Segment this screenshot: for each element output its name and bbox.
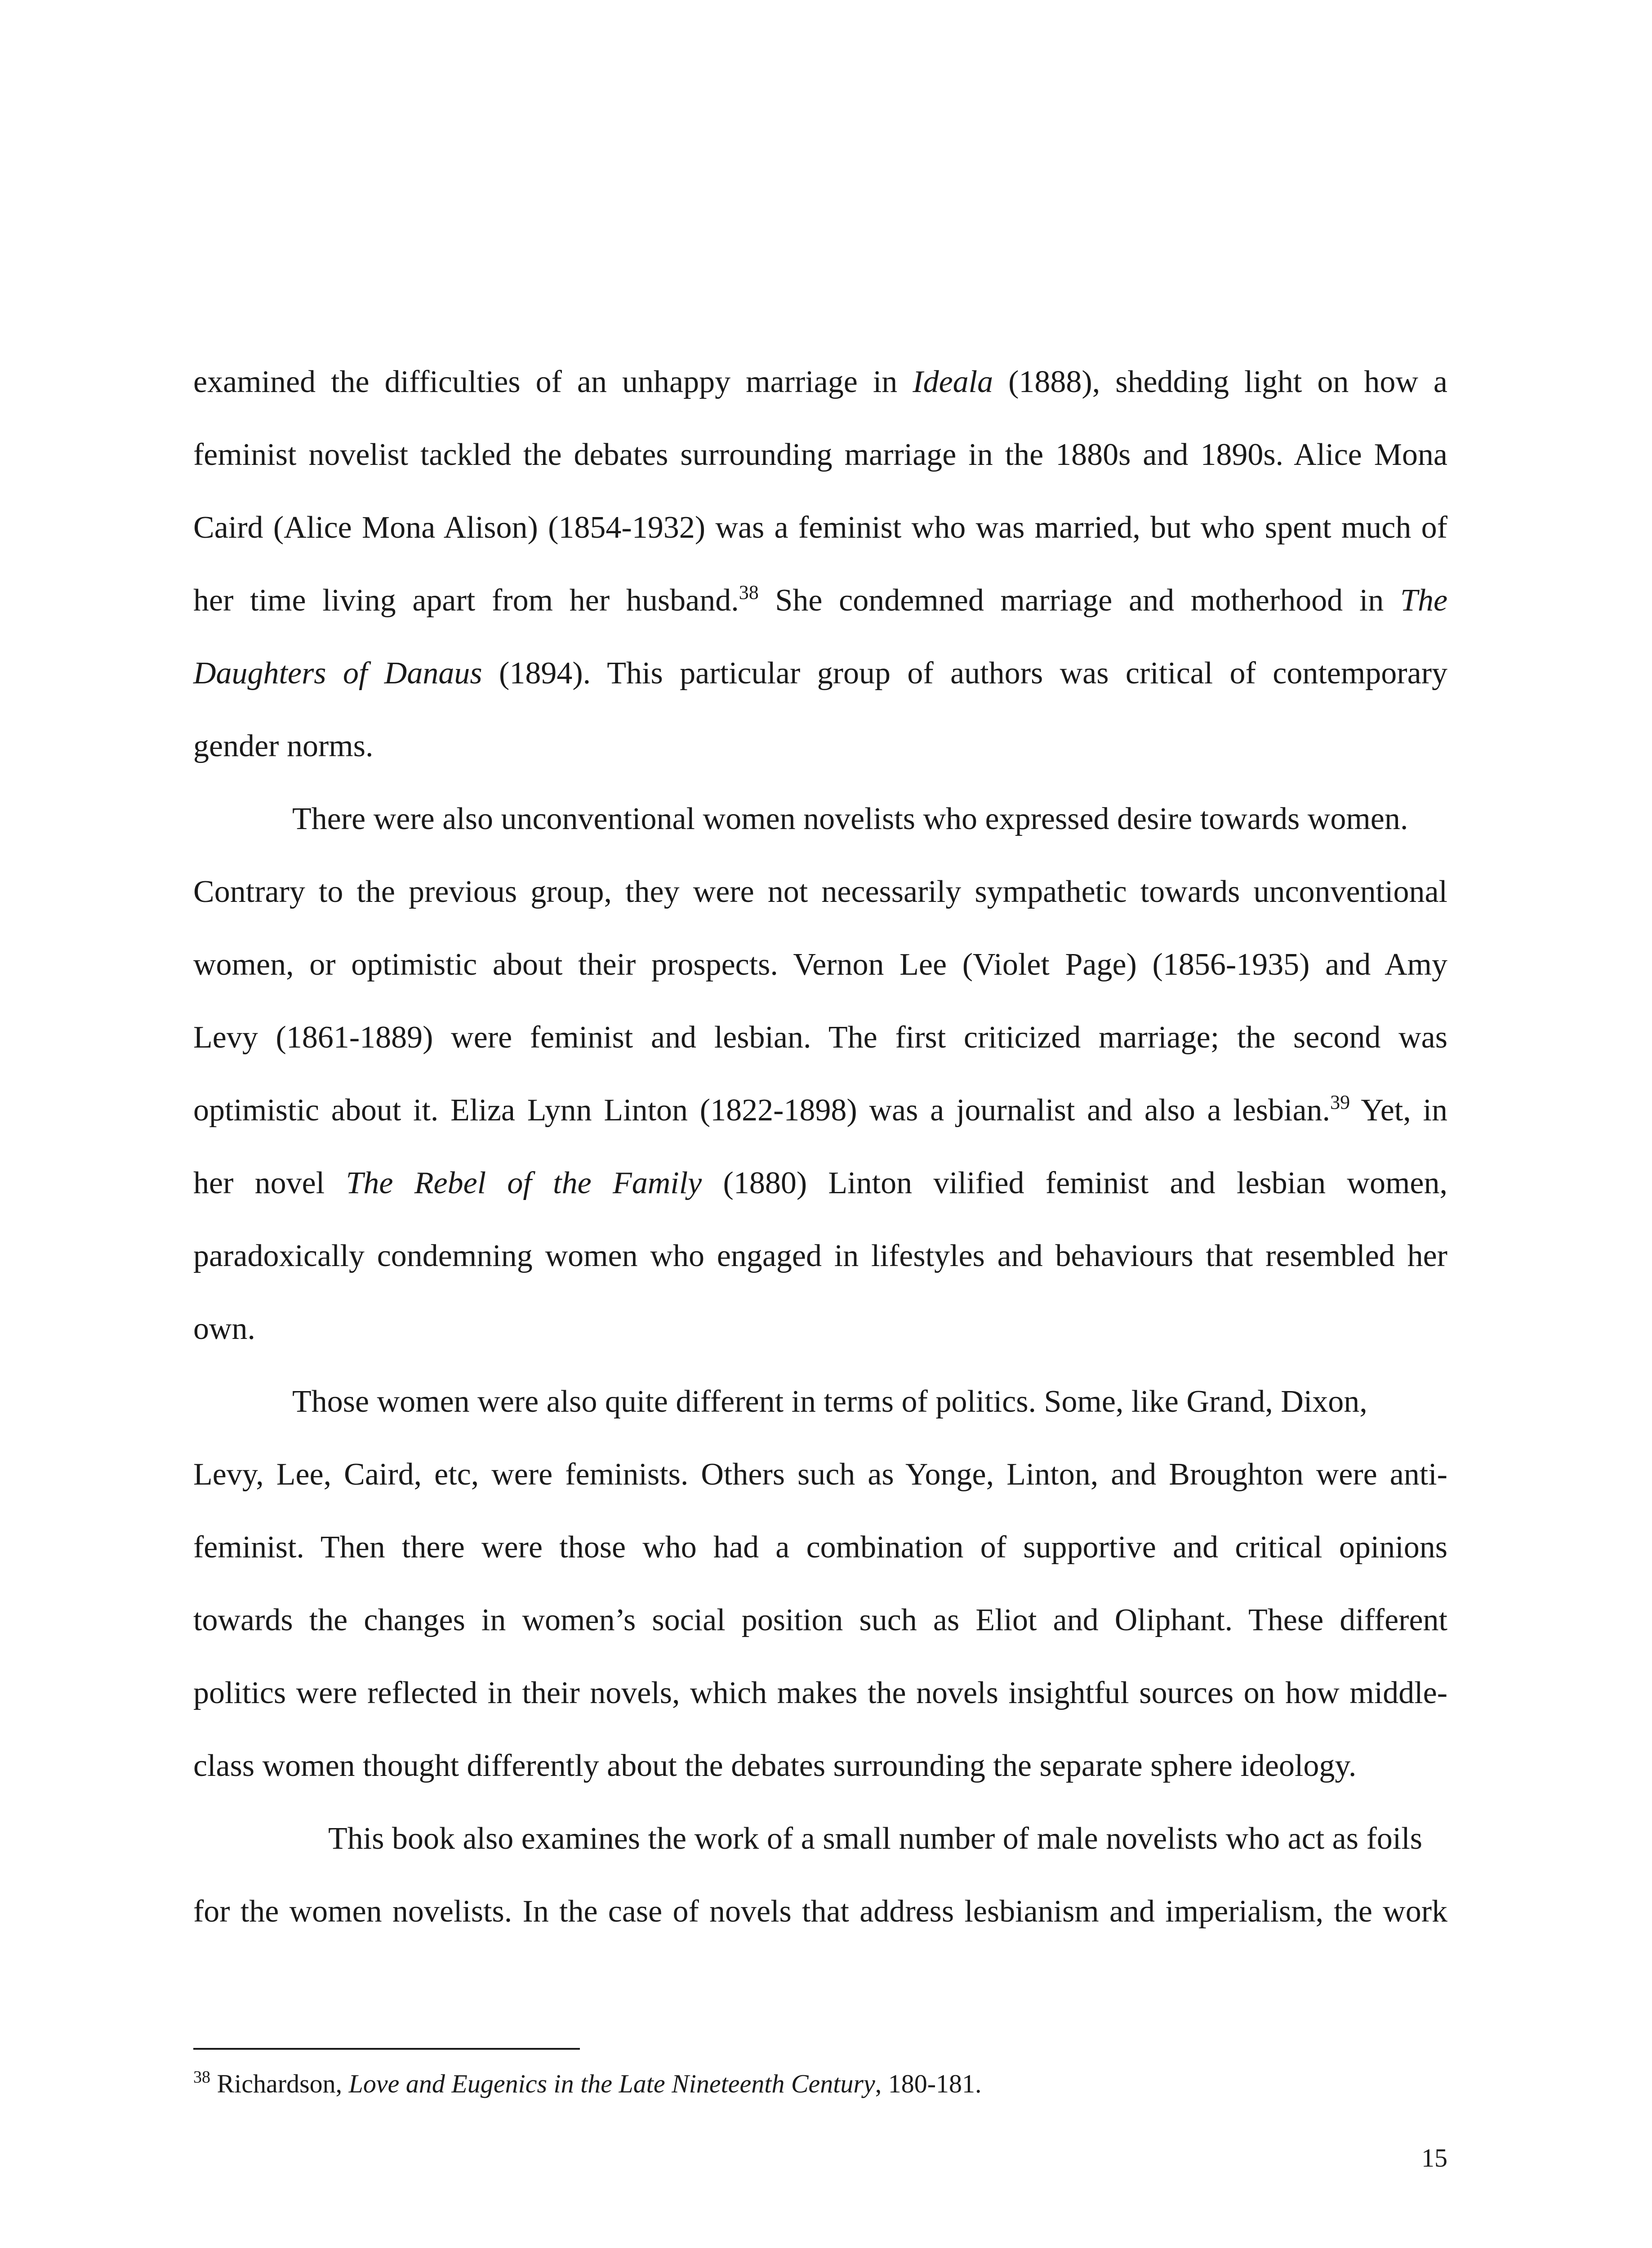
text-line: paradoxically condemning women who engaged in lifestyles and behaviours that resembled her bbox=[193, 1239, 1447, 1273]
text-line: for the women novelists. In the case of novels that address lesbianism and imperialism, the work bbox=[193, 1894, 1447, 1929]
text-line bbox=[193, 578, 1447, 651]
text-line: Caird (Alice Mona Alison) (1854-1932) was a feminist who was married, but who spent much of bbox=[193, 510, 1447, 545]
text-line: Levy, Lee, Caird, etc, were feminists. Others such as Yonge, Linton, and Broughton were anti- bbox=[193, 1457, 1447, 1492]
text-line: gender norms. bbox=[193, 729, 374, 763]
footnote-text: , 180-181. bbox=[875, 2069, 982, 2098]
footnote-reference[interactable]: 38 bbox=[739, 581, 759, 603]
text-run: (1894). This particular group of authors was critical of contemporary bbox=[482, 656, 1447, 691]
text-run: her time living apart from her husband. bbox=[193, 583, 739, 618]
text-run: (1880) Linton vilified feminist and lesbian women, bbox=[702, 1166, 1447, 1200]
text-line: own. bbox=[193, 1311, 256, 1346]
text-line: politics were reflected in their novels, which makes the novels insightful sources on how middle- bbox=[193, 1676, 1447, 1710]
footnote-text: Richardson, bbox=[210, 2069, 349, 2098]
text-run: examined the difficulties of an unhappy marriage in bbox=[193, 365, 913, 399]
text-run: her novel bbox=[193, 1166, 346, 1200]
text-run: optimistic about it. Eliza Lynn Linton (1822-1898) was a journalist and also a lesbian. bbox=[193, 1093, 1331, 1128]
page-number: 15 bbox=[1421, 2143, 1447, 2172]
text-line: Levy (1861-1889) were feminist and lesbian. The first criticized marriage; the second was bbox=[193, 1020, 1447, 1055]
text-line: There were also unconventional women novelists who expressed desire towards women. bbox=[292, 802, 1408, 836]
footnote bbox=[193, 2066, 1447, 2102]
text-line: Contrary to the previous group, they were not necessarily sympathetic towards unconventional bbox=[193, 874, 1447, 909]
text-line: women, or optimistic about their prospects. Vernon Lee (Violet Page) (1856-1935) and Amy bbox=[193, 947, 1447, 982]
text-line: feminist. Then there were those who had a combination of supportive and critical opinions bbox=[193, 1530, 1447, 1565]
text-line: Those women were also quite different in terms of politics. Some, like Grand, Dixon, bbox=[292, 1384, 1367, 1419]
body-text bbox=[193, 360, 1447, 1962]
text-line: feminist novelist tackled the debates surrounding marriage in the 1880s and 1890s. Alice Mona bbox=[193, 437, 1447, 472]
book-title: The bbox=[1400, 583, 1448, 618]
book-title: Daughters of Danaus bbox=[193, 656, 482, 691]
text-run: Yet, in bbox=[1350, 1093, 1447, 1128]
text-run: She condemned marriage and motherhood in bbox=[758, 583, 1401, 618]
text-line bbox=[193, 1088, 1447, 1161]
text-line: towards the changes in women’s social position such as Eliot and Oliphant. These different bbox=[193, 1603, 1447, 1637]
text-line: class women thought differently about the debates surrounding the separate sphere ideology. bbox=[193, 1748, 1357, 1783]
footnote-divider bbox=[193, 2048, 580, 2050]
text-line: This book also examines the work of a small number of male novelists who act as foils bbox=[328, 1821, 1422, 1856]
footnote-reference[interactable]: 39 bbox=[1330, 1091, 1350, 1113]
text-line bbox=[193, 360, 1447, 433]
footnote-number: 38 bbox=[193, 2068, 210, 2087]
book-title: Ideala bbox=[913, 365, 993, 399]
book-title: The Rebel of the Family bbox=[346, 1166, 702, 1200]
footnote-book-title: Love and Eugenics in the Late Nineteenth Century bbox=[348, 2069, 875, 2098]
text-line bbox=[193, 651, 1447, 724]
text-run: (1888), shedding light on how a bbox=[993, 365, 1447, 399]
text-line bbox=[193, 1161, 1447, 1234]
